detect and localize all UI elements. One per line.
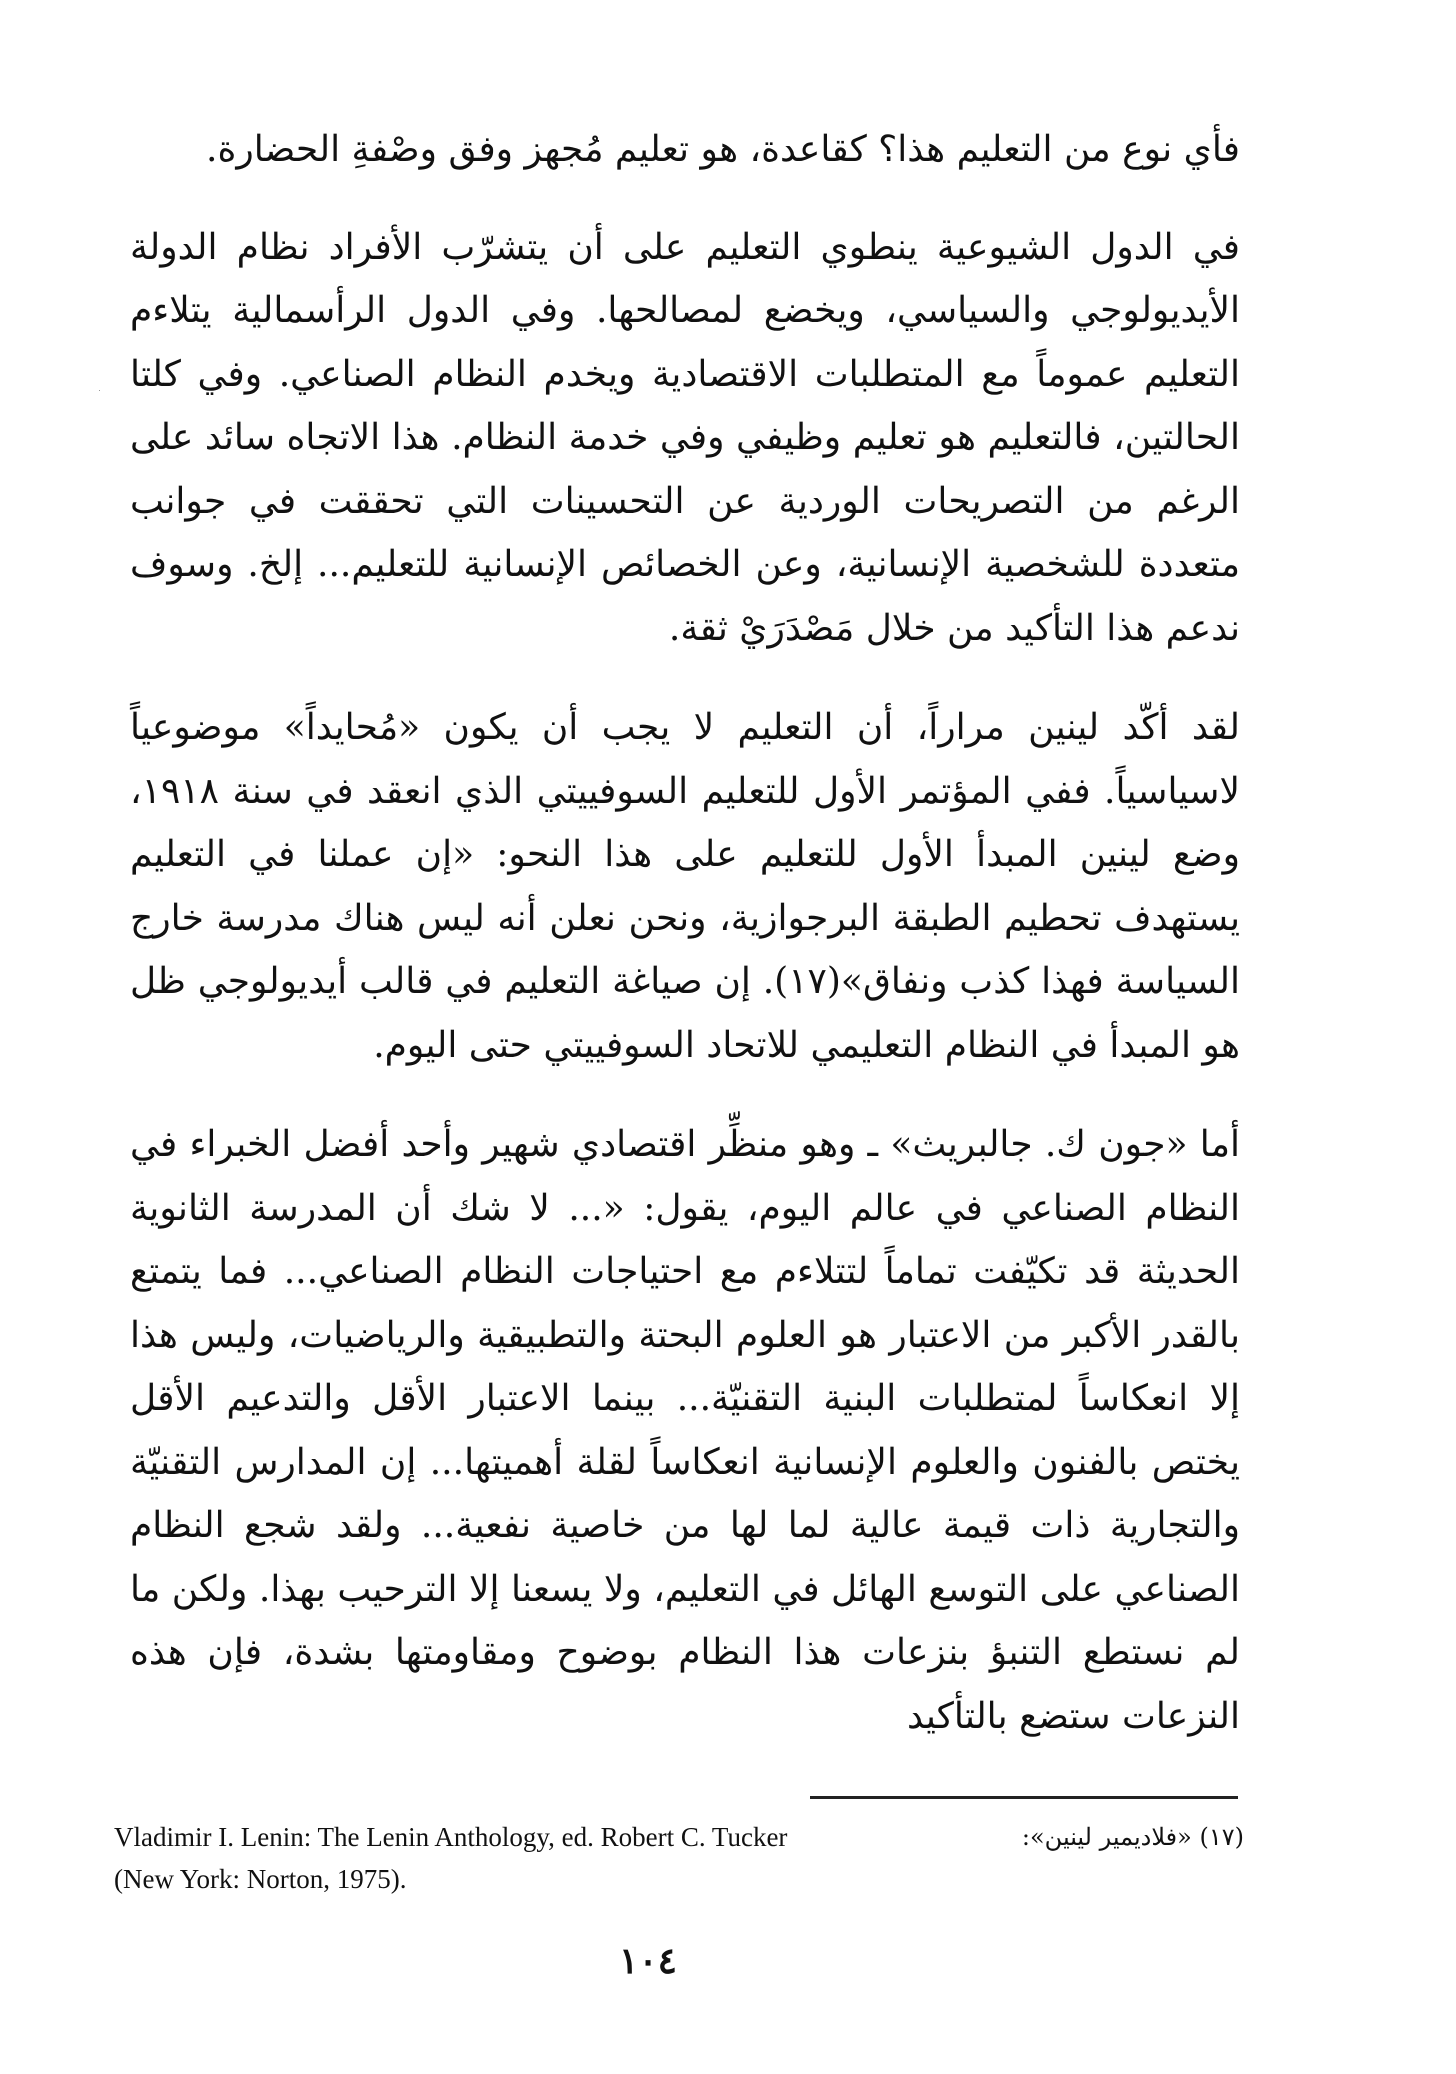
- footnote-line-1: [114, 1816, 1244, 1858]
- footnote-separator: [810, 1796, 1238, 1799]
- scan-speck: [99, 390, 100, 391]
- body-text: [130, 118, 1240, 1784]
- footnote-arabic-name: «فلاديمير لينين»:: [1021, 1823, 1192, 1851]
- paragraph-3: لقد أكّد لينين مراراً، أن التعليم لا يجب أن يكون «مُحايداً» موضوعياً لاسياسياً. ففي المؤتمر الأول للتعليم السوفييتي الذي انعقد في سنة ١٩١٨، وضع لينين المبدأ الأول للتعليم على هذا النحو: «إن عملنا في التعليم يستهدف تحطيم الطبقة البرجوازية، ونحن نعلن أنه ليس هناك مدرسة خارج السياسة فهذا كذب ونفاق»(١٧). إن صياغة التعليم في قالب أيديولوجي ظل هو المبدأ في النظام التعليمي للاتحاد السوفييتي حتى اليوم.: [130, 707, 1240, 1066]
- footnote-citation: Vladimir I. Lenin: The Lenin Anthology, ed. Robert C. Tucker: [114, 1822, 788, 1852]
- footnote: [114, 1816, 1244, 1900]
- page-number: ١٠٤: [618, 1940, 677, 1982]
- paragraph-2: في الدول الشيوعية ينطوي التعليم على أن يتشرّب الأفراد نظام الدولة الأيديولوجي والسياسي، ويخضع لمصالحها. وفي الدول الرأسمالية يتلاءم التعليم عموماً مع المتطلبات الاقتصادية ويخدم النظام الصناعي. وفي كلتا الحالتين، فالتعليم هو تعليم وظيفي وفي خدمة النظام. هذا الاتجاه سائد على الرغم من التصريحات الوردية عن التحسينات التي تحققت في جوانب متعددة للشخصية الإنسانية، وعن الخصائص الإنسانية للتعليم... إلخ. وسوف ندعم هذا التأكيد من خلال مَصْدَرَيْ ثقة.: [130, 226, 1240, 649]
- footnote-number: (١٧): [1199, 1823, 1244, 1851]
- paragraph-4: أما «جون ك. جالبريث» ـ وهو منظِّر اقتصادي شهير وأحد أفضل الخبراء في النظام الصناعي في عالم اليوم، يقول: «... لا شك أن المدرسة الثانوية الحديثة قد تكيّفت تماماً لتتلاءم مع احتياجات النظام الصناعي... فما يتمتع بالقدر الأكبر من الاعتبار هو العلوم البحتة والتطبيقية والرياضيات، وليس هذا إلا انعكاساً لمتطلبات البنية التقنيّة... بينما الاعتبار الأقل والتدعيم الأقل يختص بالفنون والعلوم الإنسانية انعكاساً لقلة أهميتها... إن المدارس التقنيّة والتجارية ذات قيمة عالية لما لها من خاصية نفعية... ولقد شجع النظام الصناعي على التوسع الهائل في التعليم، ولا يسعنا إلا الترحيب بهذا. ولكن ما لم نستطع التنبؤ بنزعات هذا النظام بوضوح ومقاومتها بشدة، فإن هذه النزعات ستضع بالتأكيد: [130, 1124, 1240, 1737]
- paragraph-1: فأي نوع من التعليم هذا؟ كقاعدة، هو تعليم مُجهز وفق وصْفةِ الحضارة.: [206, 129, 1240, 170]
- footnote-reference: [1022, 1816, 1244, 1858]
- footnote-publication: (New York: Norton, 1975).: [114, 1864, 407, 1894]
